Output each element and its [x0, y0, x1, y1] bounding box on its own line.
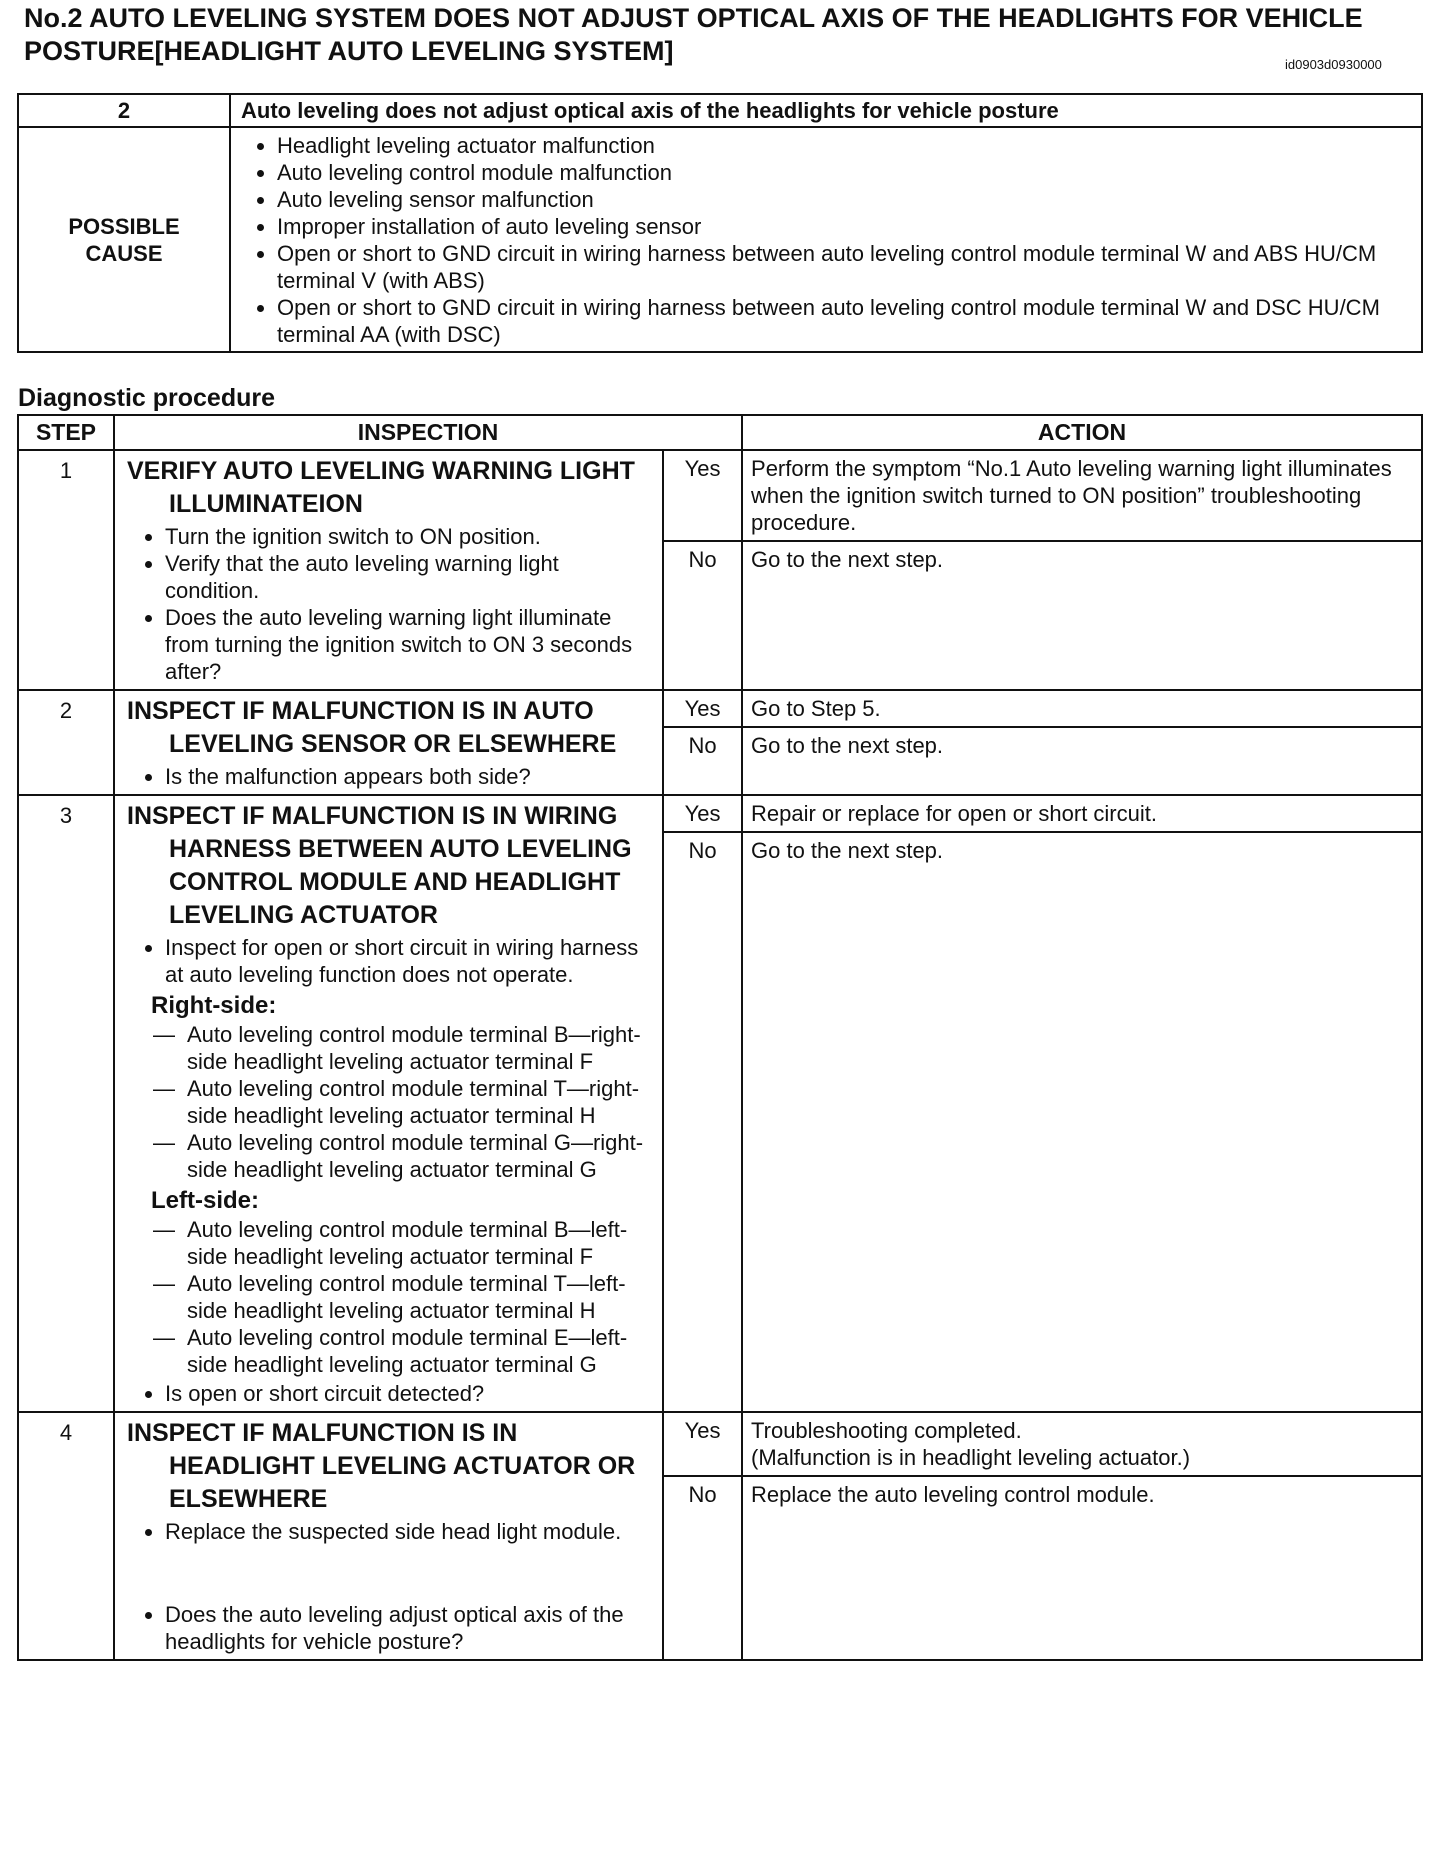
column-header-step: STEP	[18, 415, 114, 450]
no-label: No	[663, 541, 742, 690]
page-title: No.2 AUTO LEVELING SYSTEM DOES NOT ADJUST OPTICAL AXIS OF THE HEADLIGHTS FOR VEHICLE POSTURE[HEADLIGHT AUTO LEVELING SYSTEM]	[24, 3, 1363, 66]
left-side-item-text: Auto leveling control module terminal B—left-side headlight leveling actuator terminal F	[187, 1217, 628, 1269]
step-1-yes-row	[18, 450, 1422, 541]
possible-cause-label-line2: CAUSE	[85, 240, 163, 266]
inspection-item: • Inspect for open or short circuit in wiring harness at auto leveling function does not operate.	[165, 934, 652, 988]
inspection-list	[127, 1601, 652, 1655]
left-side-item	[153, 1216, 652, 1270]
no-label: No	[663, 1476, 742, 1660]
no-label: No	[663, 832, 742, 1412]
step-number: 3	[18, 795, 114, 1412]
step-2-inspection	[114, 690, 663, 795]
diagnostic-procedure-table	[17, 414, 1423, 1661]
no-label: No	[663, 727, 742, 795]
cause-item: • Open or short to GND circuit in wiring harness between auto leveling control module terminal W and DSC HU/CM terminal AA (with DSC)	[277, 294, 1407, 348]
left-side-item-text: Auto leveling control module terminal E—left-side headlight leveling actuator terminal G	[187, 1325, 628, 1377]
inspection-list	[127, 1518, 652, 1545]
step-4-yes-row	[18, 1412, 1422, 1476]
possible-cause-label	[18, 127, 230, 352]
inspection-item: • Is open or short circuit detected?	[165, 1380, 652, 1407]
inspection-item: • Replace the suspected side head light module.	[165, 1518, 652, 1545]
step-title: INSPECT IF MALFUNCTION IS IN WIRING HARNESS BETWEEN AUTO LEVELING CONTROL MODULE AND HEADLIGHT LEVELING ACTUATOR	[127, 802, 632, 929]
yes-label: Yes	[663, 690, 742, 727]
step-title: INSPECT IF MALFUNCTION IS IN AUTO LEVELING SENSOR OR ELSEWHERE	[127, 697, 617, 758]
yes-label: Yes	[663, 450, 742, 541]
document-id: id0903d0930000	[1285, 57, 1382, 72]
dash-marker: —	[153, 1271, 175, 1296]
inspection-item: • Does the auto leveling adjust optical axis of the headlights for vehicle posture?	[165, 1601, 652, 1655]
dash-marker: —	[153, 1325, 175, 1350]
step-title: INSPECT IF MALFUNCTION IS IN HEADLIGHT LEVELING ACTUATOR OR ELSEWHERE	[127, 1419, 636, 1513]
inspection-item: • Turn the ignition switch to ON position.	[165, 523, 652, 550]
diagnostic-procedure-heading: Diagnostic procedure	[18, 384, 275, 412]
dash-marker: —	[153, 1076, 175, 1101]
dash-marker: —	[153, 1130, 175, 1155]
inspection-item: • Is the malfunction appears both side?	[165, 763, 652, 790]
right-side-item	[153, 1075, 652, 1129]
dash-marker: —	[153, 1217, 175, 1242]
yes-label: Yes	[663, 1412, 742, 1476]
inspection-list	[127, 523, 652, 685]
step-number: 4	[18, 1412, 114, 1660]
right-side-item-text: Auto leveling control module terminal T—right-side headlight leveling actuator terminal H	[187, 1076, 640, 1128]
left-side-list	[127, 1216, 652, 1378]
no-action: Go to the next step.	[742, 832, 1422, 1412]
right-side-item-text: Auto leveling control module terminal G—right-side headlight leveling actuator terminal G	[187, 1130, 644, 1182]
dash-marker: —	[153, 1022, 175, 1047]
possible-cause-row	[18, 127, 1422, 352]
step-number: 1	[18, 450, 114, 690]
yes-label: Yes	[663, 795, 742, 832]
left-side-label: Left-side:	[151, 1187, 259, 1214]
inspection-list	[127, 1380, 652, 1407]
column-header-action: ACTION	[742, 415, 1422, 450]
inspection-item: • Verify that the auto leveling warning light condition.	[165, 550, 652, 604]
yes-action: Repair or replace for open or short circuit.	[742, 795, 1422, 832]
step-4-inspection	[114, 1412, 663, 1660]
step-1-inspection	[114, 450, 663, 690]
yes-action	[742, 1412, 1422, 1476]
symptom-header-row	[18, 94, 1422, 127]
step-3-yes-row	[18, 795, 1422, 832]
possible-cause-cell	[230, 127, 1422, 352]
cause-item: • Headlight leveling actuator malfunction	[277, 132, 1407, 159]
right-side-label: Right-side:	[151, 992, 277, 1019]
step-3-inspection	[114, 795, 663, 1412]
inspection-list	[127, 934, 652, 988]
cause-item: • Auto leveling control module malfunction	[277, 159, 1407, 186]
step-title: VERIFY AUTO LEVELING WARNING LIGHT ILLUMINATEION	[127, 457, 635, 518]
yes-action: Perform the symptom “No.1 Auto leveling warning light illuminates when the ignition switch turned to ON position” troubleshooting procedure.	[742, 450, 1422, 541]
possible-cause-label-line1: POSSIBLE	[68, 213, 180, 239]
yes-action: Go to Step 5.	[742, 690, 1422, 727]
yes-action-line1: Troubleshooting completed.	[751, 1418, 1022, 1443]
left-side-item	[153, 1270, 652, 1324]
column-header-inspection: INSPECTION	[114, 415, 742, 450]
left-side-item	[153, 1324, 652, 1378]
right-side-item	[153, 1129, 652, 1183]
cause-item: • Auto leveling sensor malfunction	[277, 186, 1407, 213]
left-side-item-text: Auto leveling control module terminal T—left-side headlight leveling actuator terminal H	[187, 1271, 626, 1323]
blank-space	[127, 1545, 652, 1599]
no-action: Go to the next step.	[742, 541, 1422, 690]
right-side-item	[153, 1021, 652, 1075]
possible-cause-list	[231, 128, 1421, 351]
cause-item: • Open or short to GND circuit in wiring harness between auto leveling control module terminal W and ABS HU/CM terminal V (with ABS)	[277, 240, 1407, 294]
inspection-item: • Does the auto leveling warning light illuminate from turning the ignition switch to ON 3 seconds after?	[165, 604, 652, 685]
no-action: Replace the auto leveling control module.	[742, 1476, 1422, 1660]
step-2-yes-row	[18, 690, 1422, 727]
symptom-title: Auto leveling does not adjust optical axis of the headlights for vehicle posture	[230, 94, 1422, 127]
procedure-header-row	[18, 415, 1422, 450]
symptom-table	[17, 93, 1423, 353]
inspection-list	[127, 763, 652, 790]
right-side-list	[127, 1021, 652, 1183]
yes-action-line2: (Malfunction is in headlight leveling actuator.)	[751, 1445, 1191, 1470]
right-side-item-text: Auto leveling control module terminal B—right-side headlight leveling actuator terminal F	[187, 1022, 641, 1074]
step-number: 2	[18, 690, 114, 795]
cause-item: • Improper installation of auto leveling sensor	[277, 213, 1407, 240]
symptom-number: 2	[18, 94, 230, 127]
no-action: Go to the next step.	[742, 727, 1422, 795]
